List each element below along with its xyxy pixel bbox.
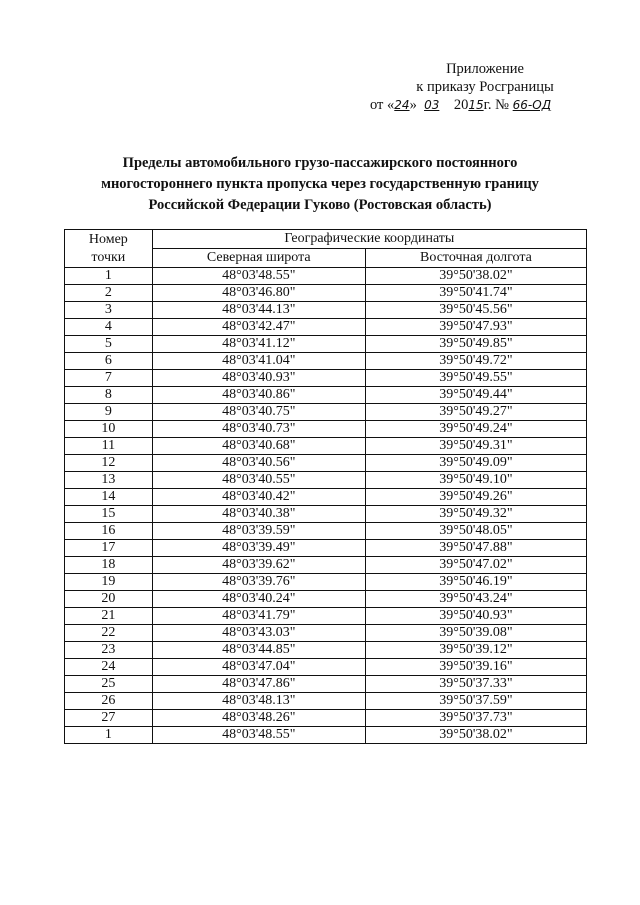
longitude-cell: 39°50'47.02" bbox=[365, 557, 586, 574]
latitude-cell: 48°03'47.04" bbox=[152, 659, 365, 676]
latitude-cell: 48°03'39.62" bbox=[152, 557, 365, 574]
table-row bbox=[65, 302, 587, 319]
header-point-number: Номер точки bbox=[65, 230, 153, 268]
longitude-cell: 39°50'37.59" bbox=[365, 693, 586, 710]
point-number-cell: 21 bbox=[65, 608, 153, 625]
point-number-cell: 17 bbox=[65, 540, 153, 557]
longitude-cell: 39°50'39.08" bbox=[365, 625, 586, 642]
table-row bbox=[65, 353, 587, 370]
longitude-cell: 39°50'49.32" bbox=[365, 506, 586, 523]
point-number-cell: 22 bbox=[65, 625, 153, 642]
table-row bbox=[65, 455, 587, 472]
point-number-cell: 2 bbox=[65, 285, 153, 302]
point-number-cell: 18 bbox=[65, 557, 153, 574]
longitude-cell: 39°50'49.31" bbox=[365, 438, 586, 455]
date-day: 24 bbox=[394, 98, 410, 112]
latitude-cell: 48°03'44.85" bbox=[152, 642, 365, 659]
point-number-cell: 26 bbox=[65, 693, 153, 710]
table-body bbox=[65, 268, 587, 744]
table-row bbox=[65, 727, 587, 744]
appendix-header bbox=[360, 60, 610, 114]
longitude-cell: 39°50'49.09" bbox=[365, 455, 586, 472]
latitude-cell: 48°03'48.55" bbox=[152, 268, 365, 285]
point-number-cell: 15 bbox=[65, 506, 153, 523]
table-row bbox=[65, 625, 587, 642]
point-number-cell: 7 bbox=[65, 370, 153, 387]
appendix-label: Приложение bbox=[446, 61, 524, 77]
longitude-cell: 39°50'40.93" bbox=[365, 608, 586, 625]
longitude-cell: 39°50'49.72" bbox=[365, 353, 586, 370]
header-longitude: Восточная долгота bbox=[365, 249, 586, 268]
point-number-cell: 5 bbox=[65, 336, 153, 353]
latitude-cell: 48°03'48.13" bbox=[152, 693, 365, 710]
point-number-cell: 25 bbox=[65, 676, 153, 693]
longitude-cell: 39°50'46.19" bbox=[365, 574, 586, 591]
longitude-cell: 39°50'37.73" bbox=[365, 710, 586, 727]
longitude-cell: 39°50'37.33" bbox=[365, 676, 586, 693]
point-number-cell: 1 bbox=[65, 268, 153, 285]
longitude-cell: 39°50'47.93" bbox=[365, 319, 586, 336]
longitude-cell: 39°50'49.44" bbox=[365, 387, 586, 404]
latitude-cell: 48°03'40.38" bbox=[152, 506, 365, 523]
latitude-cell: 48°03'40.68" bbox=[152, 438, 365, 455]
point-number-cell: 24 bbox=[65, 659, 153, 676]
longitude-cell: 39°50'39.16" bbox=[365, 659, 586, 676]
point-number-cell: 19 bbox=[65, 574, 153, 591]
point-number-cell: 10 bbox=[65, 421, 153, 438]
latitude-cell: 48°03'46.80" bbox=[152, 285, 365, 302]
point-number-cell: 6 bbox=[65, 353, 153, 370]
latitude-cell: 48°03'40.55" bbox=[152, 472, 365, 489]
table-row bbox=[65, 710, 587, 727]
longitude-cell: 39°50'41.74" bbox=[365, 285, 586, 302]
longitude-cell: 39°50'49.26" bbox=[365, 489, 586, 506]
longitude-cell: 39°50'45.56" bbox=[365, 302, 586, 319]
table-row bbox=[65, 370, 587, 387]
point-number-cell: 8 bbox=[65, 387, 153, 404]
longitude-cell: 39°50'48.05" bbox=[365, 523, 586, 540]
latitude-cell: 48°03'44.13" bbox=[152, 302, 365, 319]
latitude-cell: 48°03'42.47" bbox=[152, 319, 365, 336]
order-date-line bbox=[360, 96, 610, 114]
point-number-cell: 14 bbox=[65, 489, 153, 506]
latitude-cell: 48°03'48.26" bbox=[152, 710, 365, 727]
point-number-cell: 12 bbox=[65, 455, 153, 472]
latitude-cell: 48°03'48.55" bbox=[152, 727, 365, 744]
longitude-cell: 39°50'38.02" bbox=[365, 268, 586, 285]
table-row bbox=[65, 438, 587, 455]
latitude-cell: 48°03'40.93" bbox=[152, 370, 365, 387]
table-row bbox=[65, 557, 587, 574]
longitude-cell: 39°50'49.24" bbox=[365, 421, 586, 438]
table-row bbox=[65, 574, 587, 591]
point-number-cell: 3 bbox=[65, 302, 153, 319]
table-row bbox=[65, 591, 587, 608]
latitude-cell: 48°03'39.49" bbox=[152, 540, 365, 557]
date-prefix: от « bbox=[370, 97, 395, 113]
latitude-cell: 48°03'40.42" bbox=[152, 489, 365, 506]
order-number: 66-ОД bbox=[512, 98, 552, 112]
table-row bbox=[65, 387, 587, 404]
header-latitude: Северная широта bbox=[152, 249, 365, 268]
point-number-cell: 20 bbox=[65, 591, 153, 608]
table-row bbox=[65, 285, 587, 302]
header-coordinates: Географические координаты bbox=[152, 230, 586, 249]
coordinates-table bbox=[64, 229, 587, 744]
longitude-cell: 39°50'38.02" bbox=[365, 727, 586, 744]
table-row bbox=[65, 608, 587, 625]
document-title: Пределы автомобильного грузо-пассажирского постоянного многостороннего пункта пропуска через государственную границу Российской Федерации Гуково (Ростовская область) bbox=[101, 155, 539, 213]
longitude-cell: 39°50'49.55" bbox=[365, 370, 586, 387]
latitude-cell: 48°03'40.73" bbox=[152, 421, 365, 438]
table-row bbox=[65, 693, 587, 710]
table-row bbox=[65, 523, 587, 540]
longitude-cell: 39°50'47.88" bbox=[365, 540, 586, 557]
longitude-cell: 39°50'49.10" bbox=[365, 472, 586, 489]
order-reference: к приказу Росграницы bbox=[416, 79, 554, 95]
table-row bbox=[65, 472, 587, 489]
point-number-cell: 27 bbox=[65, 710, 153, 727]
date-suffix: г. № bbox=[483, 97, 510, 113]
point-number-cell: 4 bbox=[65, 319, 153, 336]
table-row bbox=[65, 489, 587, 506]
latitude-cell: 48°03'40.75" bbox=[152, 404, 365, 421]
date-year-suffix: 15 bbox=[468, 98, 484, 112]
latitude-cell: 48°03'39.76" bbox=[152, 574, 365, 591]
latitude-cell: 48°03'40.56" bbox=[152, 455, 365, 472]
latitude-cell: 48°03'41.04" bbox=[152, 353, 365, 370]
latitude-cell: 48°03'43.03" bbox=[152, 625, 365, 642]
latitude-cell: 48°03'40.86" bbox=[152, 387, 365, 404]
latitude-cell: 48°03'40.24" bbox=[152, 591, 365, 608]
table-row bbox=[65, 642, 587, 659]
point-number-cell: 16 bbox=[65, 523, 153, 540]
table-row bbox=[65, 540, 587, 557]
point-number-cell: 23 bbox=[65, 642, 153, 659]
longitude-cell: 39°50'39.12" bbox=[365, 642, 586, 659]
date-sep: » bbox=[409, 97, 417, 113]
longitude-cell: 39°50'49.85" bbox=[365, 336, 586, 353]
table-row bbox=[65, 319, 587, 336]
date-year-prefix: 20 bbox=[453, 97, 469, 113]
latitude-cell: 48°03'41.12" bbox=[152, 336, 365, 353]
table-header-row bbox=[65, 230, 587, 249]
table-row bbox=[65, 268, 587, 285]
longitude-cell: 39°50'43.24" bbox=[365, 591, 586, 608]
table-row bbox=[65, 336, 587, 353]
table-row bbox=[65, 676, 587, 693]
date-month: 03 bbox=[424, 98, 440, 112]
point-number-cell: 1 bbox=[65, 727, 153, 744]
point-number-cell: 13 bbox=[65, 472, 153, 489]
latitude-cell: 48°03'47.86" bbox=[152, 676, 365, 693]
point-number-cell: 9 bbox=[65, 404, 153, 421]
table-row bbox=[65, 421, 587, 438]
table-row bbox=[65, 659, 587, 676]
longitude-cell: 39°50'49.27" bbox=[365, 404, 586, 421]
table-row bbox=[65, 404, 587, 421]
point-number-cell: 11 bbox=[65, 438, 153, 455]
latitude-cell: 48°03'41.79" bbox=[152, 608, 365, 625]
table-row bbox=[65, 506, 587, 523]
latitude-cell: 48°03'39.59" bbox=[152, 523, 365, 540]
